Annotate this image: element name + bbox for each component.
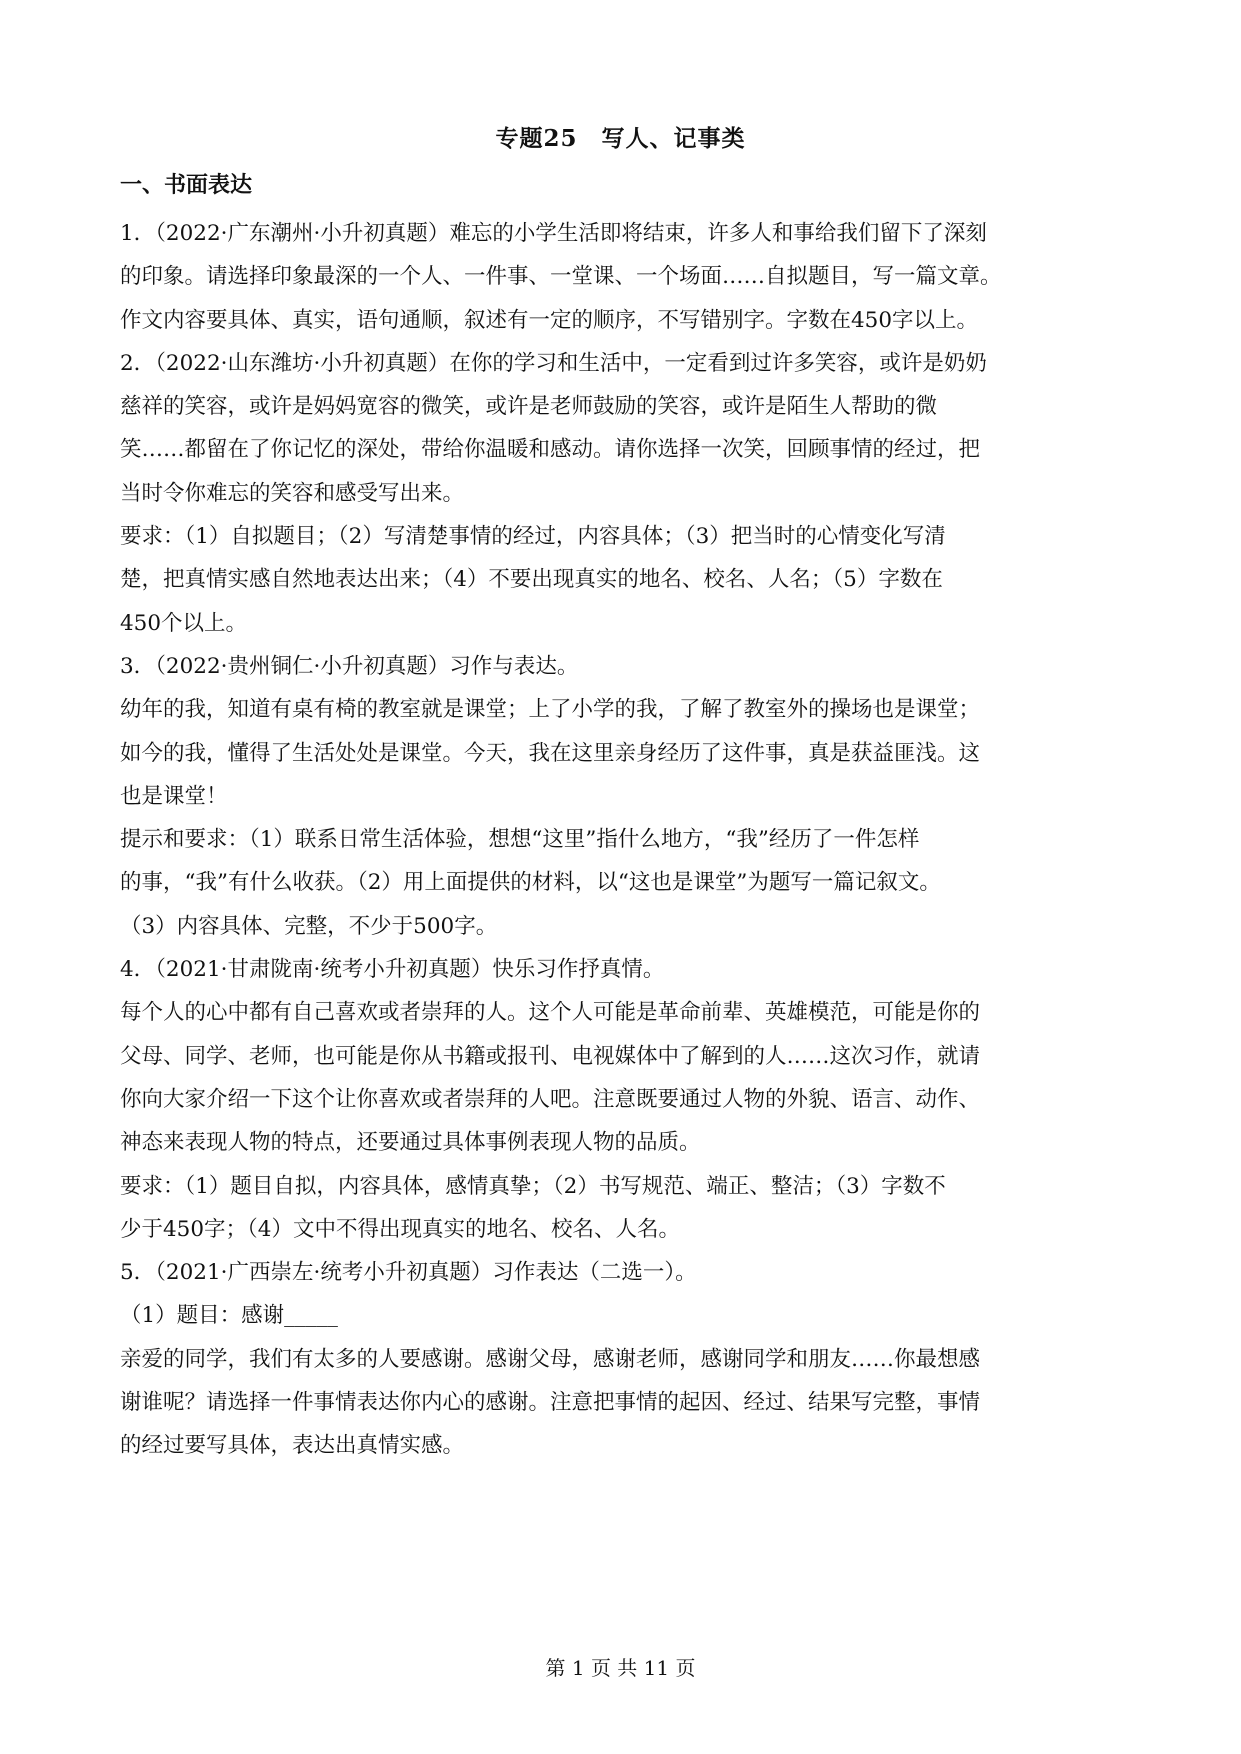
text-line: （1）题目：感谢_____ (120, 1303, 338, 1329)
text-line: 父母、同学、老师，也可能是你从书籍或报刊、电视媒体中了解到的人……这次习作，就请 (120, 1043, 981, 1069)
text-line: 要求：（1）自拟题目；（2）写清楚事情的经过，内容具体；（3）把当时的心情变化写清 (120, 524, 946, 550)
text-line: 450个以上。 (120, 610, 248, 636)
text-line: 提示和要求：（1）联系日常生活体验，想想“这里”指什么地方，“我”经历了一件怎样 (120, 827, 920, 853)
text-line: 楚，把真情实感自然地表达出来；（4）不要出现真实的地名、校名、人名；（5）字数在 (120, 567, 943, 593)
section-heading: 一、书面表达 (120, 172, 253, 198)
text-line: 1．（2022·广东潮州·小升初真题）难忘的小学生活即将结束，许多人和事给我们留下了深刻 (120, 221, 987, 246)
text-line: 笑……都留在了你记忆的深处，带给你温暖和感动。请你选择一次笑，回顾事情的经过，把 (120, 437, 981, 463)
document-title: 专题25 写人、记事类 (495, 125, 746, 152)
text-line: 5．（2021·广西崇左·统考小升初真题）习作表达（二选一）。 (120, 1260, 697, 1286)
text-line: 作文内容要具体、真实，语句通顺，叙述有一定的顺序，不写错别字。字数在450字以上。 (120, 307, 979, 333)
text-line: 每个人的心中都有自己喜欢或者崇拜的人。这个人可能是革命前辈、英雄模范，可能是你的 (120, 1000, 981, 1026)
text-line: 谢谁呢？请选择一件事情表达你内心的感谢。注意把事情的起因、经过、结果写完整，事情 (120, 1390, 981, 1416)
text-line: 的印象。请选择印象最深的一个人、一件事、一堂课、一个场面……自拟题目，写一篇文章。 (120, 264, 1002, 290)
text-line: 的事，“我”有什么收获。（2）用上面提供的材料，以“这也是课堂”为题写一篇记叙文。 (120, 870, 941, 896)
text-line: 2．（2022·山东潍坊·小升初真题）在你的学习和生活中，一定看到过许多笑容，或许是奶奶 (120, 350, 987, 376)
text-line: 的经过要写具体，表达出真情实感。 (120, 1433, 465, 1459)
text-line: 要求：（1）题目自拟，内容具体，感情真挚；（2）书写规范、端正、整洁；（3）字数不 (120, 1173, 946, 1199)
text-line: 你向大家介绍一下这个让你喜欢或者崇拜的人吧。注意既要通过人物的外貌、语言、动作、 (120, 1086, 981, 1112)
text-line: 神态来表现人物的特点，还要通过具体事例表现人物的品质。 (120, 1130, 701, 1156)
text-line: 少于450字；（4）文中不得出现真实的地名、校名、人名。 (120, 1216, 680, 1242)
text-line: 也是课堂！ (120, 783, 228, 809)
document-body (120, 212, 1126, 1468)
text-line: 3．（2022·贵州铜仁·小升初真题）习作与表达。 (120, 653, 579, 679)
text-line: （3）内容具体、完整，不少于500字。 (120, 913, 498, 939)
text-line: 幼年的我，知道有桌有椅的教室就是课堂；上了小学的我，了解了教室外的操场也是课堂； (120, 697, 981, 723)
text-line: 如今的我，懂得了生活处处是课堂。今天，我在这里亲身经历了这件事，真是获益匪浅。这 (120, 740, 981, 766)
text-line: 当时令你难忘的笑容和感受写出来。 (120, 480, 465, 506)
text-line: 4．（2021·甘肃陇南·统考小升初真题）快乐习作抒真情。 (120, 957, 665, 983)
text-line: 亲爱的同学，我们有太多的人要感谢。感谢父母，感谢老师，感谢同学和朋友……你最想感 (120, 1346, 981, 1372)
text-line: 慈祥的笑容，或许是妈妈宽容的微笑，或许是老师鼓励的笑容，或许是陌生人帮助的微 (120, 394, 938, 420)
page-number: 第 1 页 共 11 页 (545, 1656, 696, 1680)
